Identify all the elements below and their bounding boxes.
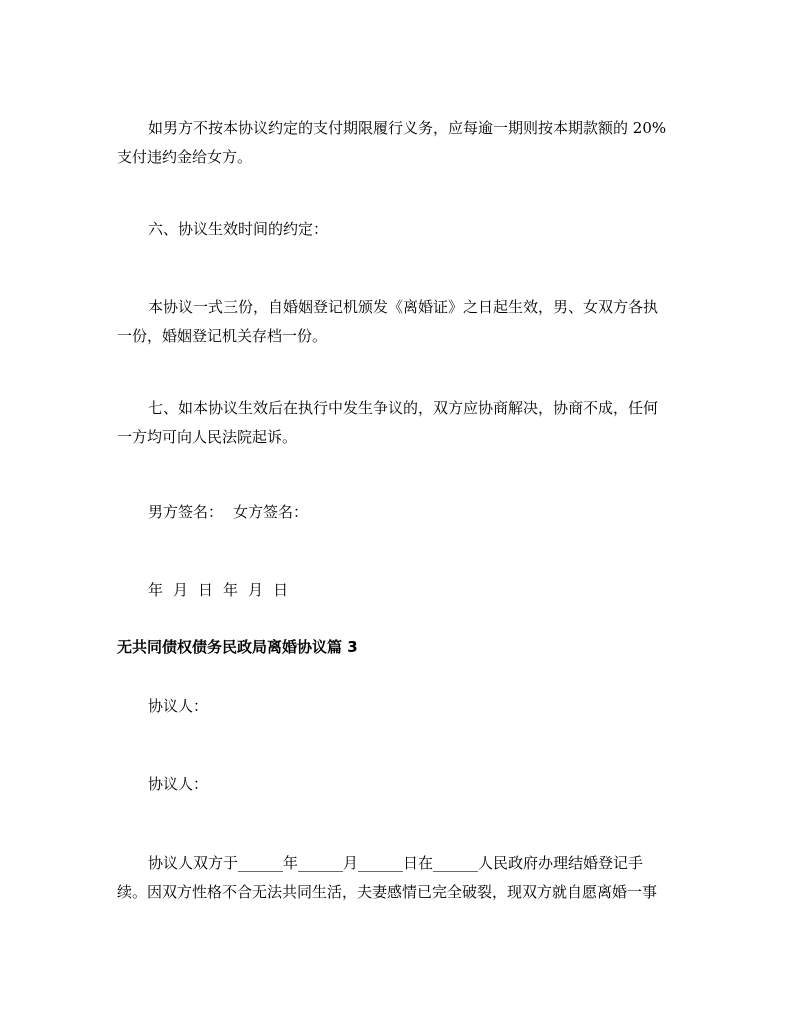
clause-six-heading bbox=[117, 215, 687, 244]
paragraph-effective-copies bbox=[117, 293, 687, 351]
female-signature-label: 女方签名： bbox=[233, 503, 309, 521]
paragraph-breach-penalty bbox=[117, 114, 687, 172]
paragraph-line: 如男方不按本协议约定的支付期限履行义务，应每逾一期则按本期款额的 20% bbox=[148, 119, 667, 137]
date-year: 年 bbox=[223, 581, 239, 599]
paragraph-line: 支付违约金给女方。 bbox=[117, 148, 253, 166]
paragraph-line: 六、协议生效时间的约定： bbox=[148, 220, 329, 238]
paragraph-marriage-registration bbox=[117, 849, 687, 907]
paragraph-line: 七、如本协议生效后在执行中发生争议的，双方应协商解决，协商不成，任何 bbox=[148, 399, 659, 417]
signature-line bbox=[117, 498, 687, 527]
date-day: 日 bbox=[198, 581, 214, 599]
paragraph-line: 一方均可向人民法院起诉。 bbox=[117, 428, 298, 446]
male-signature-label: 男方签名： bbox=[148, 503, 224, 521]
date-month: 月 bbox=[173, 581, 189, 599]
party-one-label: 协议人： bbox=[148, 697, 209, 715]
paragraph-line: 协议人双方于______年______月______日在______人民政府办理结婚登记手 bbox=[148, 854, 644, 872]
clause-seven-dispute bbox=[117, 394, 687, 452]
paragraph-line: 续。因双方性格不合无法共同生活，夫妻感情已完全破裂，现双方就自愿离婚一事 bbox=[117, 883, 658, 901]
date-day: 日 bbox=[273, 581, 289, 599]
paragraph-line: 一份，婚姻登记机关存档一份。 bbox=[117, 327, 328, 345]
date-line bbox=[117, 576, 687, 605]
date-year: 年 bbox=[148, 581, 164, 599]
party-two-label: 协议人： bbox=[148, 775, 209, 793]
paragraph-line: 本协议一式三份，自婚姻登记机颁发《离婚证》之日起生效，男、女双方各执 bbox=[148, 298, 659, 316]
date-month: 月 bbox=[248, 581, 264, 599]
section-heading: 无共同债权债务民政局离婚协议篇 3 bbox=[117, 638, 358, 656]
